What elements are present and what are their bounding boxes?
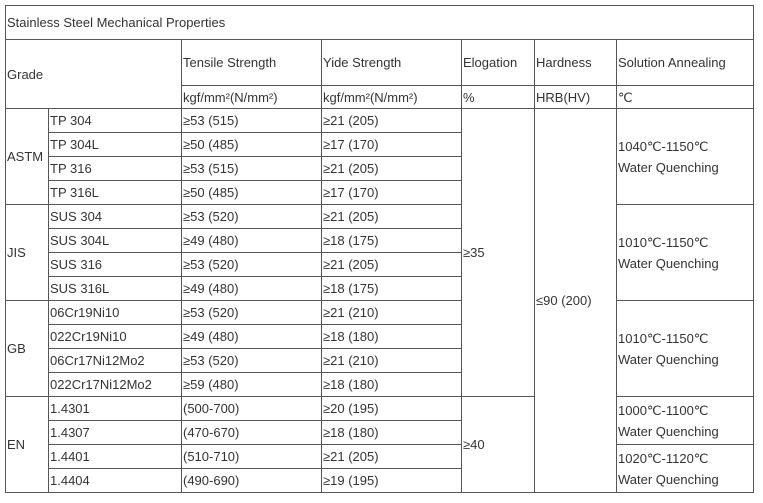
annealing-cell	[617, 445, 754, 493]
grade-cell: SUS 316L	[49, 277, 182, 301]
unit-tensile: kgf/mm²(N/mm²)	[182, 86, 322, 109]
header-solution-annealing: Solution Annealing	[617, 40, 754, 86]
grade-cell: 1.4404	[49, 469, 182, 493]
annealing-cell	[617, 205, 754, 301]
annealing-method: Water Quenching	[618, 159, 719, 175]
tensile-cell: (510-710)	[182, 445, 322, 469]
unit-yield: kgf/mm²(N/mm²)	[322, 86, 462, 109]
hardness-cell: ≤90 (200)	[535, 109, 617, 493]
annealing-method: Water Quenching	[618, 471, 719, 487]
tensile-cell: ≥49 (480)	[182, 229, 322, 253]
yield-cell: ≥21 (205)	[322, 445, 462, 469]
annealing-cell	[617, 301, 754, 397]
header-grade: Grade	[6, 40, 182, 109]
yield-cell: ≥18 (180)	[322, 373, 462, 397]
tensile-cell: ≥53 (520)	[182, 301, 322, 325]
elongation-cell: ≥35	[462, 109, 535, 397]
annealing-method: Water Quenching	[618, 255, 719, 271]
grade-cell: 1.4301	[49, 397, 182, 421]
annealing-temp: 1010℃-1150℃	[618, 234, 709, 250]
yield-cell: ≥17 (170)	[322, 181, 462, 205]
grade-cell: 022Cr17Ni12Mo2	[49, 373, 182, 397]
tensile-cell: ≥59 (480)	[182, 373, 322, 397]
grade-cell: 06Cr17Ni12Mo2	[49, 349, 182, 373]
standard-label: JIS	[6, 205, 49, 301]
elongation-cell: ≥40	[462, 397, 535, 493]
grade-cell: TP 304L	[49, 133, 182, 157]
tensile-cell: ≥50 (485)	[182, 181, 322, 205]
table-row	[6, 397, 754, 421]
table-row	[6, 445, 754, 469]
tensile-cell: (470-670)	[182, 421, 322, 445]
grade-cell: TP 316L	[49, 181, 182, 205]
header-tensile: Tensile Strength	[182, 40, 322, 86]
unit-solution-annealing: ℃	[617, 86, 754, 109]
yield-cell: ≥21 (210)	[322, 349, 462, 373]
standard-label: ASTM	[6, 109, 49, 205]
tensile-cell: ≥50 (485)	[182, 133, 322, 157]
grade-cell: TP 316	[49, 157, 182, 181]
yield-cell: ≥21 (205)	[322, 109, 462, 133]
grade-cell: TP 304	[49, 109, 182, 133]
tensile-cell: ≥53 (515)	[182, 157, 322, 181]
header-yield: Yide Strength	[322, 40, 462, 86]
tensile-cell: ≥53 (520)	[182, 205, 322, 229]
annealing-temp: 1020℃-1120℃	[618, 450, 709, 466]
yield-cell: ≥18 (175)	[322, 277, 462, 301]
table-title: Stainless Steel Mechanical Properties	[6, 6, 754, 40]
standard-label: EN	[6, 397, 49, 493]
table-row	[6, 301, 754, 325]
tensile-cell: ≥53 (520)	[182, 349, 322, 373]
yield-cell: ≥19 (195)	[322, 469, 462, 493]
yield-cell: ≥17 (170)	[322, 133, 462, 157]
header-hardness: Hardness	[535, 40, 617, 86]
yield-cell: ≥18 (180)	[322, 421, 462, 445]
tensile-cell: ≥53 (520)	[182, 253, 322, 277]
table-row	[6, 109, 754, 133]
annealing-method: Water Quenching	[618, 423, 719, 439]
grade-cell: SUS 316	[49, 253, 182, 277]
tensile-cell: ≥49 (480)	[182, 277, 322, 301]
annealing-temp: 1040℃-1150℃	[618, 138, 709, 154]
properties-table	[5, 5, 754, 493]
grade-cell: 022Cr19Ni10	[49, 325, 182, 349]
yield-cell: ≥20 (195)	[322, 397, 462, 421]
yield-cell: ≥21 (205)	[322, 157, 462, 181]
annealing-method: Water Quenching	[618, 351, 719, 367]
yield-cell: ≥21 (205)	[322, 205, 462, 229]
grade-cell: 1.4307	[49, 421, 182, 445]
unit-elongation: %	[462, 86, 535, 109]
annealing-temp: 1010℃-1150℃	[618, 330, 709, 346]
grade-cell: SUS 304L	[49, 229, 182, 253]
annealing-cell	[617, 397, 754, 445]
annealing-cell	[617, 109, 754, 205]
annealing-temp: 1000℃-1100℃	[618, 402, 709, 418]
yield-cell: ≥21 (205)	[322, 253, 462, 277]
standard-label: GB	[6, 301, 49, 397]
tensile-cell: (490-690)	[182, 469, 322, 493]
yield-cell: ≥18 (175)	[322, 229, 462, 253]
yield-cell: ≥18 (180)	[322, 325, 462, 349]
table-row	[6, 205, 754, 229]
grade-cell: 06Cr19Ni10	[49, 301, 182, 325]
header-elongation: Elogation	[462, 40, 535, 86]
unit-hardness: HRB(HV)	[535, 86, 617, 109]
tensile-cell: ≥49 (480)	[182, 325, 322, 349]
grade-cell: 1.4401	[49, 445, 182, 469]
tensile-cell: (500-700)	[182, 397, 322, 421]
tensile-cell: ≥53 (515)	[182, 109, 322, 133]
yield-cell: ≥21 (210)	[322, 301, 462, 325]
grade-cell: SUS 304	[49, 205, 182, 229]
